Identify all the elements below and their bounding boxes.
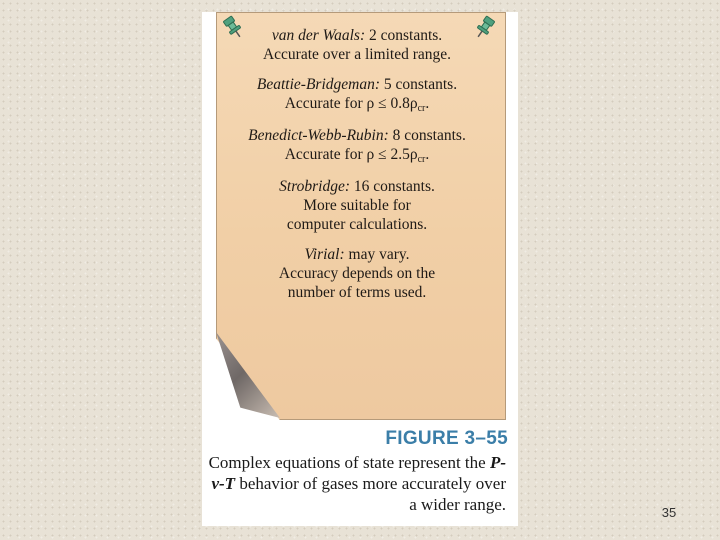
note-accuracy [226,145,488,166]
note-name: Beattie-Bridgeman: [256,76,381,93]
figure-caption [208,452,506,515]
note-line-3: computer calculations. [286,216,428,233]
note-name: Virial: [304,246,345,263]
caption-pvt: P-v-T [211,453,506,493]
figure-title: FIGURE 3–55 [385,428,508,449]
note-accuracy [226,94,488,115]
note-virial [226,245,488,302]
note-line-2: Accuracy depends on the [278,265,436,282]
note-constants: 8 constants. [388,127,466,144]
note-paper [202,12,518,432]
note-constants: 2 constants. [365,27,443,44]
note-period: . [425,95,430,112]
note-beattie-bridgeman [226,75,488,115]
note-accuracy: Accurate over a limited range. [262,46,452,63]
note-constants: may vary. [344,246,410,263]
caption-text-2: behavior of gases more accurately over a wider range. [235,474,506,514]
figure-card [202,12,518,526]
note-constants: 16 constants. [350,178,435,195]
note-accuracy-text: Accurate for ρ ≤ 2.5ρ [284,146,418,163]
note-van-der-waals [226,26,488,64]
paper-notes [226,26,488,313]
note-line-3: number of terms used. [287,284,427,301]
note-period: . [425,146,430,163]
note-benedict-webb-rubin [226,126,488,166]
note-constants: 5 constants. [380,76,458,93]
caption-text-1: Complex equations of state represent the [208,453,490,472]
subscript-cr: cr [417,103,426,114]
note-name: Strobridge: [279,178,351,195]
note-line-2: More suitable for [303,197,411,214]
note-name: van der Waals: [271,27,366,44]
note-accuracy-text: Accurate for ρ ≤ 0.8ρ [284,95,418,112]
note-name: Benedict-Webb-Rubin: [248,127,389,144]
note-strobridge [226,177,488,234]
subscript-cr: cr [417,154,426,165]
slide-number: 35 [661,505,677,520]
